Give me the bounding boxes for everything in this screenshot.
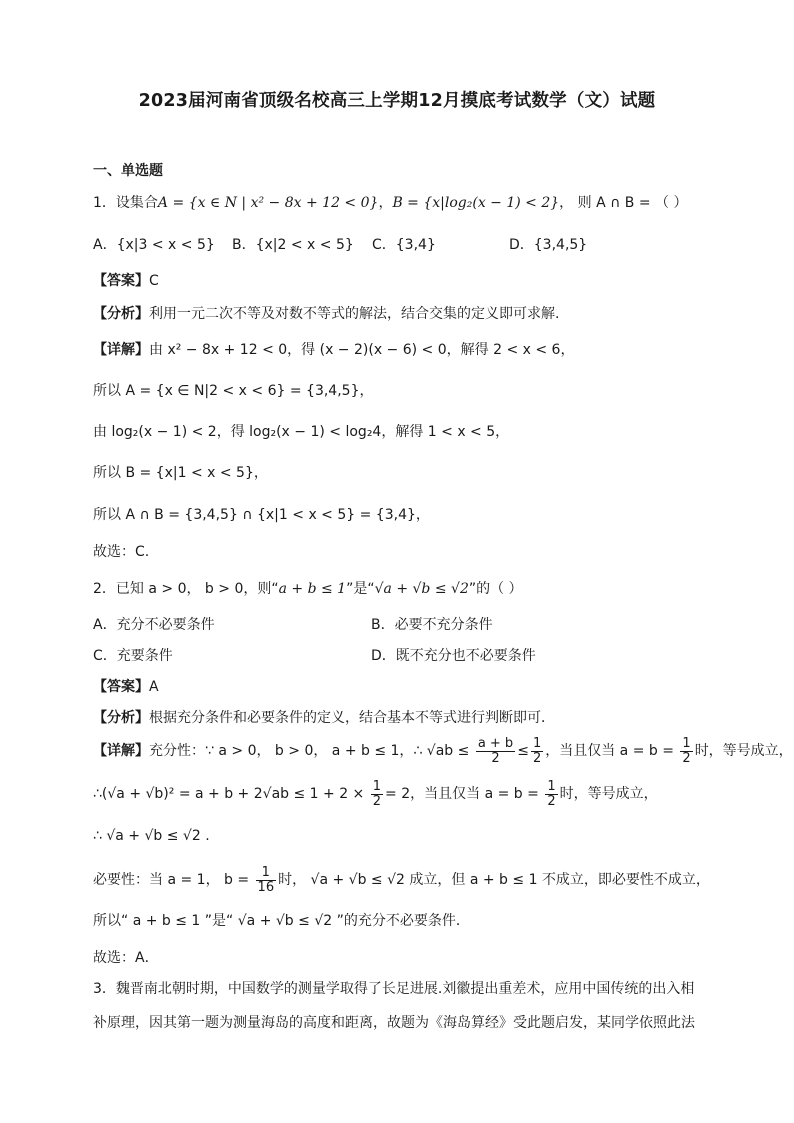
q2-answer-value: A [149, 679, 159, 695]
q1-detail-3: 由 log₂(x − 1) < 2，得 log₂(x − 1) < log₂4，解得 1 < x < 5， [93, 424, 510, 440]
q2-stem-mid: ”是“ [346, 581, 375, 597]
q1-stem-sep: ， [378, 195, 393, 211]
q2-stem [93, 578, 523, 598]
fraction-one-half [371, 780, 383, 808]
q2-option-a: A．充分不必要条件 [93, 617, 215, 633]
q2-detail-6: 故选：A． [93, 950, 159, 966]
fraction-num: 1 [256, 866, 277, 881]
q2-detail-1-b: ，当且仅当 a = b = [545, 743, 674, 760]
q1-stem [93, 192, 687, 212]
q1-answer-value: C [149, 273, 159, 289]
q1-detail-2: 所以 A = {x ∈ N|2 < x < 6} = {3,4,5}， [93, 383, 374, 399]
q2-detail-3: ∴ √a + √b ≤ √2 . [93, 828, 210, 844]
q2-detail-1 [93, 737, 793, 765]
q1-set-a: A = {x ∈ N | x² − 8x + 12 < 0} [157, 195, 379, 211]
q2-detail-1-a: 充分性：∵ a > 0， b > 0， a + b ≤ 1，∴ √ab ≤ [149, 743, 470, 760]
q1-analysis-tag: 【分析】 [93, 306, 149, 322]
q3-line-1: 3．魏晋南北朝时期，中国数学的测量学取得了长足进展.刘徽提出重差术，应用中国传统的出入相 [93, 981, 695, 997]
q2-detail-1-c: 时，等号成立， [694, 743, 793, 760]
q3-line-2: 补原理，因其第一题为测量海岛的高度和距离，故题为《海岛算经》受此题启发，某同学依照此法 [93, 1015, 695, 1031]
fraction-num: 1 [372, 779, 382, 794]
fraction-den: 2 [532, 750, 542, 766]
fraction-den: 2 [372, 793, 382, 809]
q2-detail-2 [93, 780, 658, 808]
fraction-den: 2 [547, 793, 556, 809]
q1-set-b: B = {x|log₂(x − 1) < 2} [392, 195, 560, 211]
q2-answer-tag: 【答案】 [93, 679, 149, 695]
q1-option-d: D．{3,4,5} [509, 237, 588, 253]
q2-analysis [93, 707, 555, 727]
q1-option-a: A．{x|3 < x < 5} [93, 237, 215, 253]
q2-detail-4-b: 时， √a + √b ≤ √2 成立，但 a + b ≤ 1 不成立，即必要性不成立， [278, 872, 710, 889]
q2-stem-tail: ”的（ ） [468, 581, 523, 597]
le-sign: ≤ [517, 743, 529, 760]
q1-answer-tag: 【答案】 [93, 273, 149, 289]
q2-detail-4-a: 必要性：当 a = 1， b = [93, 872, 250, 889]
fraction-den: 2 [682, 750, 691, 766]
fraction-num: a + b [477, 736, 514, 751]
fraction-num: 1 [682, 736, 691, 751]
q2-answer [93, 676, 159, 696]
q2-option-c: C．充要条件 [93, 648, 173, 664]
q1-analysis-text: 利用一元二次不等及对数不等式的解法，结合交集的定义即可求解. [149, 306, 560, 322]
q2-cond-1: a + b ≤ 1 [278, 581, 347, 597]
fraction-num: 1 [547, 779, 556, 794]
q2-analysis-tag: 【分析】 [93, 710, 149, 726]
fraction-one-sixteenth [256, 866, 277, 894]
q1-analysis [93, 303, 559, 323]
q1-stem-tail: ， 则 A ∩ B = （ ） [559, 195, 688, 211]
q2-detail-2-b: = 2，当且仅当 a = b = [385, 786, 539, 803]
fraction-den: 2 [491, 750, 500, 766]
fraction-one-half [680, 737, 692, 765]
q2-detail-4 [93, 866, 710, 894]
q1-detail-4: 所以 B = {x|1 < x < 5}， [93, 465, 268, 481]
q1-answer [93, 270, 159, 290]
q2-detail-tag: 【详解】 [93, 743, 149, 760]
q2-stem-prefix: 2．已知 a > 0， b > 0，则“ [93, 581, 279, 597]
q2-analysis-text: 根据充分条件和必要条件的定义，结合基本不等式进行判断即可． [149, 710, 555, 726]
q1-detail-5: 所以 A ∩ B = {3,4,5} ∩ {x|1 < x < 5} = {3,4}， [93, 507, 430, 523]
q1-option-c: C．{3,4} [372, 237, 436, 253]
fraction-a-plus-b-over-2 [476, 737, 515, 765]
q2-detail-2-c: 时，等号成立， [559, 786, 658, 803]
fraction-one-half [545, 780, 557, 808]
page-title: 2023届河南省顶级名校高三上学期12月摸底考试数学（文）试题 [138, 91, 656, 111]
q1-detail-tag: 【详解】 [93, 342, 149, 358]
fraction-den: 16 [257, 879, 275, 895]
q1-option-b: B．{x|2 < x < 5} [232, 237, 354, 253]
q1-detail-1 [93, 339, 574, 359]
q1-detail-1-text: 由 x² − 8x + 12 < 0，得 (x − 2)(x − 6) < 0，解得 2 < x < 6， [149, 342, 575, 358]
q2-detail-5: 所以“ a + b ≤ 1 ”是“ √a + √b ≤ √2 ”的充分不必要条件． [93, 913, 470, 929]
q2-detail-2-a: ∴(√a + √b)² = a + b + 2√ab ≤ 1 + 2 × [93, 786, 365, 803]
fraction-num: 1 [532, 736, 542, 751]
q1-stem-prefix: 1．设集合 [93, 195, 158, 211]
fraction-one-half [531, 737, 543, 765]
q2-cond-2: √a + √b ≤ √2 [374, 581, 469, 597]
q1-detail-6: 故选：C. [93, 544, 150, 560]
q2-option-b: B．必要不充分条件 [371, 617, 493, 633]
section-heading: 一、单选题 [93, 163, 163, 179]
q2-option-d: D．既不充分也不必要条件 [371, 648, 536, 664]
